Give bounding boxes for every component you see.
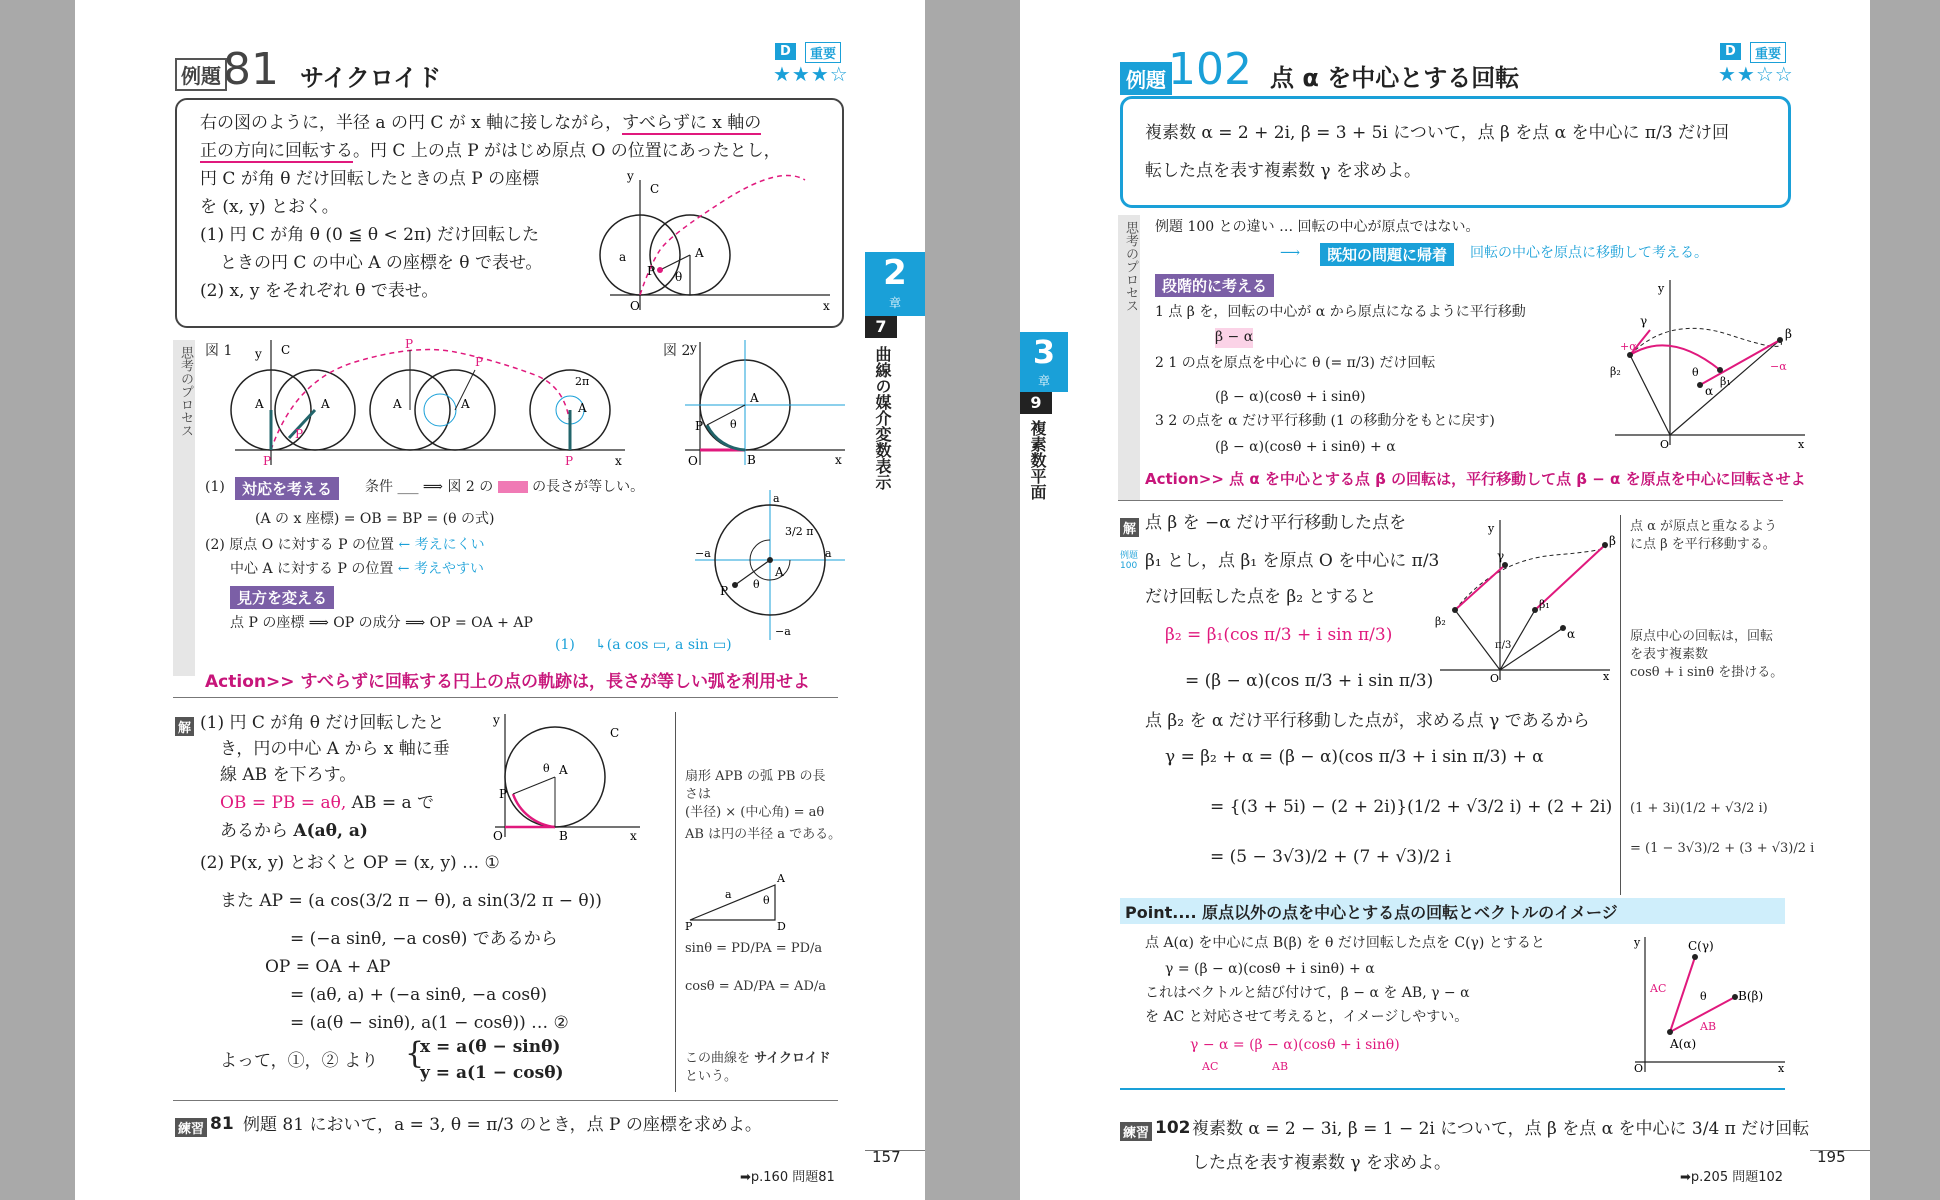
example-ref-tag: 例題 100 (1120, 551, 1139, 571)
figure-3 (695, 490, 845, 640)
point-p-label: P (647, 264, 656, 278)
triangle-figure (685, 870, 795, 933)
fig1-a1: A (255, 397, 264, 411)
problem-line-2: 正の方向に回転する。円 C 上の点 P がはじめ原点 O の位置にあったとし， (200, 141, 781, 161)
ptf-o: O (1634, 1062, 1644, 1075)
sol-l1: (1) 円 C が角 θ だけ回転したと (200, 713, 445, 733)
pf-beta: β (1785, 327, 1792, 341)
figure-2 (685, 340, 845, 470)
solution-tag: 解 (1120, 518, 1139, 537)
fig2-label: 図 2 (663, 343, 691, 359)
step-1: 1 点 β を，回転の中心が α から原点になるように平行移動 (1155, 304, 1526, 320)
fig1-p1: P (263, 454, 272, 468)
point-l5a: AC (1202, 1060, 1219, 1073)
sol-l8: = (−a sinθ, −a cosθ) であるから (290, 929, 558, 949)
fig1-p5: P (565, 454, 574, 468)
pf-minus-alpha: −α (1770, 360, 1787, 373)
sf2-pi3: π/3 (1495, 640, 1512, 651)
sol-l8: = {(3 + 5i) − (2 + 2i)}(1/2 + √3/2 i) + (2 + 2i) (1210, 797, 1613, 817)
sf-a: A (559, 763, 568, 777)
side-note-3b: cosθ = AD/PA = AD/a (685, 979, 826, 994)
right-page (1020, 0, 1870, 1200)
fig2-x: x (835, 453, 842, 467)
fig1-a5: A (578, 401, 587, 415)
sol-l4: β₂ = β₁(cos π/3 + i sin π/3) (1165, 625, 1393, 645)
process-arrow: ⟶ (1280, 245, 1301, 261)
sys-2: y = a(1 − cosθ) (420, 1063, 564, 1083)
sol-l2: き，円の中心 A から x 軸に垂 (220, 739, 450, 759)
sol-l9: = (5 − 3√3)/2 + (7 + √3)/2 i (1210, 847, 1452, 867)
sol-l2: β₁ とし，点 β₁ を原点 O を中心に π/3 (1145, 551, 1440, 571)
ptf-ab: AB (1700, 1020, 1717, 1033)
side-note-1: 扇形 APB の弧 PB の長 さは (半径) × (中心角) = aθ (685, 769, 826, 821)
fig3-p: P (720, 584, 729, 598)
pf-beta1: β₁ (1720, 375, 1731, 388)
fig1-p3: P (405, 337, 414, 351)
side-note-1: 点 α が原点と重なるよう に点 β を平行移動する。 (1630, 519, 1778, 553)
fig1-x: x (615, 454, 622, 468)
sol-l4: OB = PB = aθ, AB = a で (220, 793, 435, 813)
process-2-line1: (2) 原点 O に対する P の位置 ← 考えにくい (205, 537, 485, 553)
system-brace: { (405, 1036, 425, 1071)
sol-l3: 線 AB を下ろす。 (220, 765, 357, 785)
chapter-title: 曲線の媒介変数表示 (873, 346, 892, 490)
process-side-label: 思考のプロセス (173, 340, 195, 676)
step-3b: (β − α)(cosθ + i sinθ) + α (1215, 439, 1396, 455)
problem-line-1: 複素数 α = 2 + 2i, β = 3 + 5i について，点 β を点 α を中心に π/3 だけ回 (1145, 123, 1730, 143)
fig3-theta: θ (753, 578, 760, 591)
fig1-a4: A (461, 397, 470, 411)
ptf-c: C(γ) (1688, 939, 1714, 953)
chapter-tab: 3 章 (1020, 332, 1068, 392)
sf-theta: θ (543, 762, 550, 775)
problem-box (1120, 96, 1791, 208)
fig1-p4: P (475, 355, 484, 369)
fig3-three-half-pi: 3/2 π (785, 525, 814, 538)
exercise-text-1: 複素数 α = 2 − 3i, β = 1 − 2i について，点 β を点 α を中心に 3/4 π だけ回転 (1192, 1119, 1810, 1139)
tri-p: P (685, 920, 693, 933)
circle-c-label: C (650, 182, 660, 196)
action-banner: Action>> すべらずに回転する円上の点の軌跡は，長さが等しい弧を利用せよ (205, 672, 811, 692)
step-button: 段階的に考える (1155, 274, 1274, 297)
fig2-a: A (750, 391, 759, 405)
sol-l6: (2) P(x, y) とおくと OP = (x, y) … ① (200, 853, 500, 873)
point-l5: γ − α = (β − α)(cosθ + i sinθ) (1190, 1037, 1400, 1053)
axis-y-label: y (627, 169, 634, 183)
fig3-a-right: a (825, 547, 832, 560)
tri-theta: θ (763, 894, 770, 907)
important-badge: 重要 (805, 42, 841, 63)
side-note-3b: = (1 − 3√3)/2 + (3 + √3)/2 i (1630, 841, 1815, 856)
exercise-number: 81 (210, 1114, 234, 1134)
change-view-button: 見方を変える (230, 586, 334, 609)
problem-ref: ➡p.160 問題81 (740, 1170, 835, 1185)
sf-x: x (630, 829, 637, 843)
problem-ref: ➡p.205 問題102 (1680, 1170, 1784, 1185)
example-number: 102 (1168, 44, 1252, 95)
center-a-label: A (695, 246, 704, 260)
side-note-3a: (1 + 3i)(1/2 + √3/2 i) (1630, 801, 1768, 816)
pf-beta2: β₂ (1610, 365, 1621, 378)
sol-l10: = (aθ, a) + (−a sinθ, −a cosθ) (290, 985, 547, 1005)
exercise-text: 例題 81 において，a = 3, θ = π/3 のとき，点 P の座標を求めよ。 (243, 1115, 762, 1135)
step-1b: β − α (1215, 328, 1253, 348)
pf-plus-alpha: +α (1620, 340, 1637, 353)
sf-b: B (559, 829, 568, 843)
side-rule (1620, 515, 1621, 895)
fig2-y: y (690, 341, 697, 355)
difficulty-badge: D (1720, 43, 1741, 60)
sol-l3: だけ回転した点を β₂ とすると (1145, 587, 1377, 607)
fig3-a: A (775, 565, 784, 579)
highlight-swatch (498, 481, 528, 493)
tri-d: D (777, 920, 786, 933)
point-figure (1630, 932, 1790, 1075)
divider (173, 697, 838, 698)
sys-1: x = a(θ − sinθ) (420, 1037, 561, 1057)
tri-a: A (777, 872, 785, 885)
problem-line-6: ときの円 C の中心 A の座標を θ で表せ。 (220, 253, 543, 273)
sol-l11: = (a(θ − sinθ), a(1 − cosθ)) … ② (290, 1013, 569, 1033)
problem-line-3: 円 C が角 θ だけ回転したときの点 P の座標 (200, 169, 540, 189)
process-figure (1610, 280, 1810, 450)
difficulty-stars: ★★★☆ (773, 62, 849, 86)
exercise-text-2: した点を表す複素数 γ を求めよ。 (1192, 1153, 1451, 1173)
important-badge: 重要 (1750, 42, 1786, 63)
sf-y: y (493, 713, 500, 727)
theta-label: θ (675, 270, 683, 284)
known-problem-button: 既知の問題に帰着 (1320, 243, 1454, 266)
problem-line-1: 右の図のように，半径 a の円 C が x 軸に接しながら，すべらずに x 軸の (200, 113, 762, 133)
side-note-2: 原点中心の回転は，回転 を表す複素数 cosθ + i sinθ を掛ける。 (1630, 629, 1784, 681)
known-problem-text: 回転の中心を原点に移動して考える。 (1470, 245, 1708, 261)
point-title: Point.... 原点以外の点を中心とする点の回転とベクトルのイメージ (1125, 903, 1618, 922)
action-banner: Action>> 点 α を中心とする点 β の回転は，平行移動して点 β − α を原点を中心に回転させよ (1145, 470, 1806, 488)
sf-c: C (610, 726, 620, 740)
vector-sub-1: (1) (555, 637, 575, 653)
sf2-alpha: α (1567, 627, 1576, 641)
sf2-beta2: β₂ (1435, 615, 1446, 628)
sf2-y: y (1488, 522, 1495, 535)
problem-line-4: を (x, y) とおく。 (200, 197, 339, 217)
sol-l6: 点 β₂ を α だけ平行移動した点が，求める点 γ であるから (1145, 711, 1590, 731)
figure-1 (235, 337, 625, 470)
difficulty-badge: D (775, 43, 796, 60)
fig1-p2: P (295, 427, 304, 441)
vector-line: 点 P の座標 ⟹ OP の成分 ⟹ OP = OA + AP (230, 615, 533, 631)
sol-l12: よって，①，② より (220, 1051, 379, 1071)
axis-x-label: x (823, 299, 830, 313)
point-l1: 点 A(α) を中心に点 B(β) を θ だけ回転した点を C(γ) とすると (1145, 935, 1545, 951)
solution-figure (1435, 520, 1616, 685)
point-p (657, 267, 663, 273)
origin-label: O (630, 299, 640, 313)
exercise-divider (173, 1100, 838, 1101)
point-l4: を AC と対応させて考えると，イメージしやすい。 (1145, 1009, 1469, 1025)
page-number: 195 (1817, 1148, 1846, 1166)
fig1-y: y (255, 347, 262, 361)
pf-o: O (1660, 438, 1670, 451)
process-1-text: 条件 ___ ⟹ 図 2 の の長さが等しい。 (365, 479, 645, 495)
fig2-o: O (688, 454, 698, 468)
fig3-a-top: a (773, 492, 780, 505)
exercise-tag: 練習 (175, 1118, 207, 1137)
sol-l5: あるから A(aθ, a) (220, 821, 368, 841)
left-page (75, 0, 925, 1200)
process-diff: 例題 100 との違い … 回転の中心が原点ではない。 (1155, 219, 1480, 235)
fig3-minus-a-bottom: −a (775, 625, 791, 638)
step-3: 3 2 の点を α だけ平行移動 (1 の移動分をもとに戻す) (1155, 413, 1495, 429)
ptf-ac: AC (1650, 982, 1667, 995)
point-l3: これはベクトルと結び付けて，β − α を AB, γ − α (1145, 985, 1470, 1001)
process-side-label: 思考のプロセス (1118, 215, 1140, 501)
solution-tag: 解 (175, 717, 194, 736)
ptf-x: x (1778, 1062, 1785, 1075)
sol-l7: また AP = (a cos(3/2 π − θ), a sin(3/2 π − θ)) (220, 891, 602, 911)
example-title: サイクロイド (300, 64, 442, 92)
fig2-p: P (695, 419, 704, 433)
ptf-theta: θ (1700, 990, 1707, 1003)
exercise-number: 102 (1155, 1118, 1191, 1138)
process-1-eq: (A の x 座標) = OB = BP = (θ の式) (255, 511, 495, 527)
sf2-gamma: γ (1497, 549, 1505, 563)
side-note-3a: sinθ = PD/PA = PD/a (685, 941, 823, 956)
example-number: 81 (223, 44, 279, 95)
example-tag: 例題 (1120, 62, 1172, 95)
section-number: 7 (865, 316, 897, 338)
side-note-4: この曲線を サイクロイド という。 (685, 1051, 831, 1085)
pf-gamma: γ (1640, 314, 1648, 328)
point-l2: γ = (β − α)(cosθ + i sinθ) + α (1165, 961, 1375, 977)
step-2: 2 1 の点を原点を中心に θ (= π/3) だけ回転 (1155, 355, 1436, 371)
sol-l7: γ = β₂ + α = (β − α)(cos π/3 + i sin π/3) + α (1165, 747, 1544, 767)
ptf-y: y (1634, 936, 1641, 949)
fig2-b: B (747, 453, 756, 467)
sol-l1: 点 β を −α だけ平行移動した点を (1145, 513, 1407, 533)
example-tag: 例題 (175, 58, 227, 91)
fig1-two-pi: 2π (575, 375, 590, 388)
problem-figure (605, 165, 835, 315)
pf-theta: θ (1692, 366, 1699, 379)
fig3-minus-a-left: −a (695, 547, 711, 560)
sf2-x: x (1603, 670, 1610, 683)
pf-y: y (1658, 282, 1665, 295)
difficulty-stars: ★★☆☆ (1718, 62, 1794, 86)
sf2-beta1: β₁ (1539, 598, 1550, 611)
side-rule (675, 712, 676, 1092)
chapter-tab: 2 章 (865, 252, 925, 316)
page-number: 157 (872, 1148, 901, 1166)
sol-l9: OP = OA + AP (265, 957, 391, 977)
section-number: 9 (1020, 392, 1052, 414)
point-bottom-rule (1120, 1088, 1785, 1090)
fig1-a3: A (393, 397, 402, 411)
divider (1118, 500, 1783, 501)
sf-o: O (493, 829, 503, 843)
process-2-line2: 中心 A に対する P の位置 ← 考えやすい (230, 561, 484, 577)
pf-x: x (1798, 438, 1805, 451)
sol-l5: = (β − α)(cos π/3 + i sin π/3) (1185, 671, 1434, 691)
problem-line-7: (2) x, y をそれぞれ θ で表せ。 (200, 281, 439, 301)
exercise-tag: 練習 (1120, 1122, 1152, 1141)
correspondence-button: 対応を考える (235, 477, 339, 500)
fig1-label: 図 1 (205, 343, 233, 359)
problem-line-2: 転した点を表す複素数 γ を求めよ。 (1145, 161, 1421, 181)
chapter-title: 複素数平面 (1028, 420, 1047, 500)
sf2-o: O (1490, 672, 1500, 685)
tri-a-side: a (725, 888, 732, 901)
ptf-b: B(β) (1738, 989, 1764, 1003)
process-1-label: (1) (205, 479, 225, 495)
example-title: 点 α を中心とする回転 (1270, 64, 1520, 92)
pf-alpha: α (1705, 384, 1714, 398)
radius-a-label: a (619, 250, 627, 264)
fig1-c: C (281, 343, 291, 357)
ptf-a: A(α) (1670, 1037, 1697, 1051)
fig1-a2: A (321, 397, 330, 411)
point-l5b: AB (1272, 1060, 1289, 1073)
sf-p: P (499, 787, 508, 801)
step-2b: (β − α)(cosθ + i sinθ) (1215, 389, 1366, 405)
vector-sub-2: ↳(a cos ▭, a sin ▭) (595, 637, 732, 653)
fig2-theta: θ (730, 418, 737, 431)
problem-line-5: (1) 円 C が角 θ (0 ≦ θ < 2π) だけ回転した (200, 225, 540, 245)
side-note-2: AB は円の半径 a である。 (685, 827, 842, 842)
solution-figure (485, 712, 645, 842)
sf2-beta: β (1609, 534, 1616, 548)
